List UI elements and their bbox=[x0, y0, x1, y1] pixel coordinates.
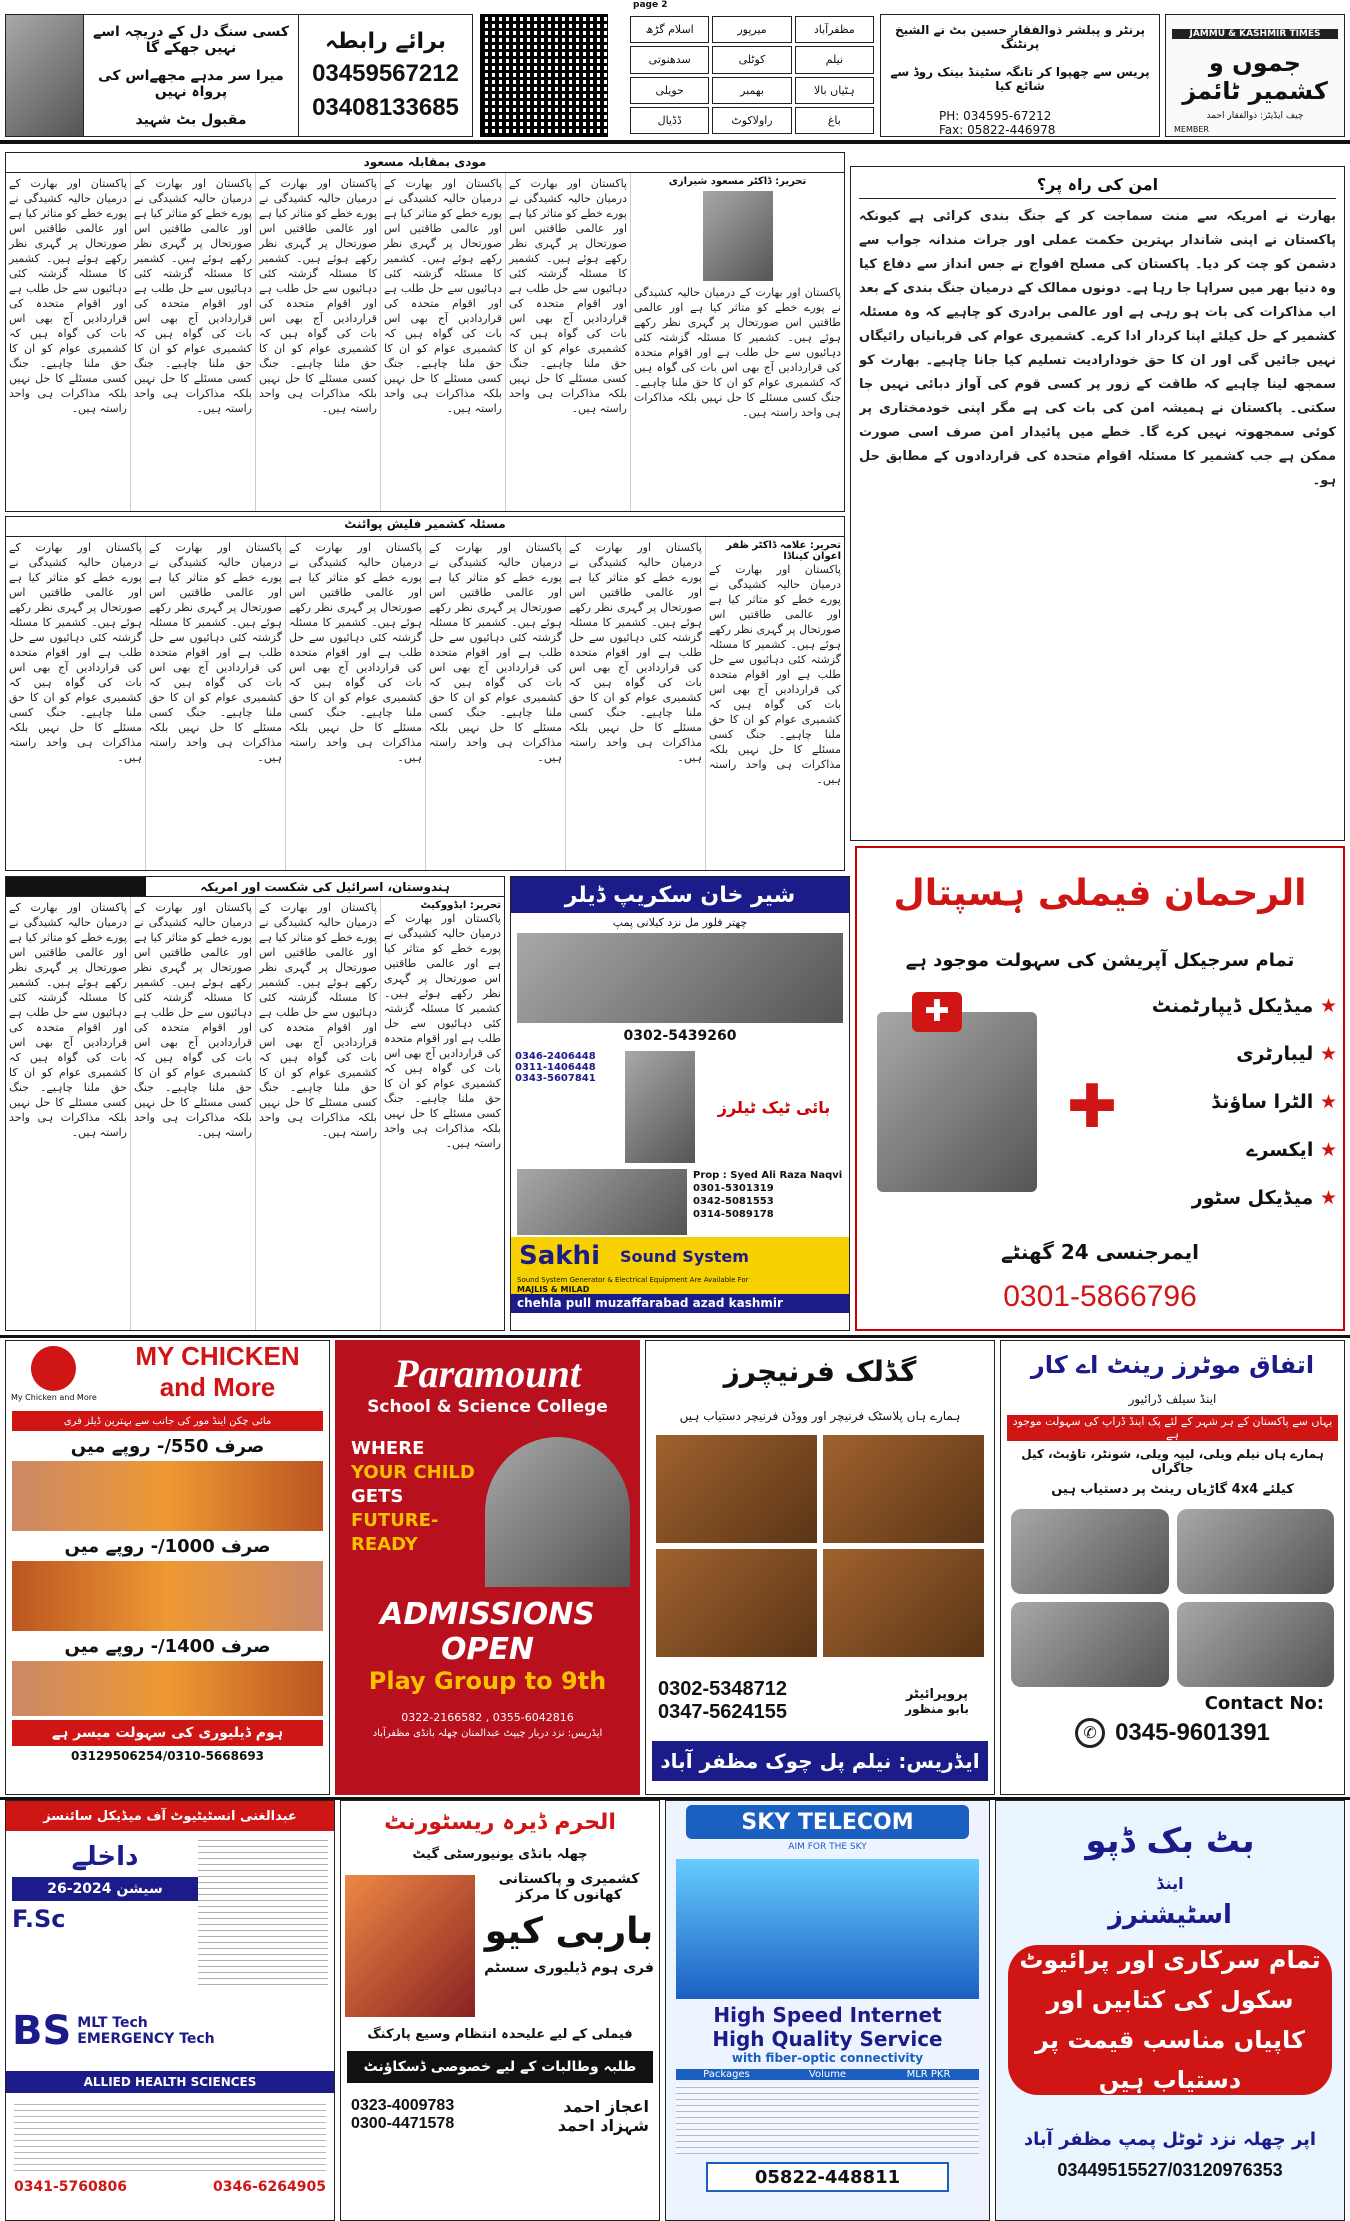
article-title: مودی بمقابلہ مسعود bbox=[363, 155, 487, 169]
ad-book-depot bbox=[995, 1800, 1345, 2221]
restaurant-family: فیملی کے لیے علیحدہ انتظام وسیع پارکنگ bbox=[367, 2026, 633, 2042]
article-column: پاکستان اور بھارت کے درمیان حالیہ کشیدگی نے پورے خطے کو متاثر کیا ہے اور عالمی طاقتیں اس صورتحال پر گہری نظر رکھے ہوئے ہیں۔ کشمیر کا مسئلہ گزشتہ کئی دہائیوں سے حل طلب ہے اور اقوام متحدہ کی قراردادیں آج بھی اس بات کی گواہ ہیں کہ کشمیری عوام کو ان کا حق ملنا چاہیے۔ جنگ کسی مسئلے کا حل نہیں بلکہ مذاکرات ہی واحد راستہ ہیں۔ bbox=[709, 563, 841, 786]
paramount-where: WHERE bbox=[351, 1438, 425, 1459]
article-1 bbox=[5, 152, 845, 512]
sky-title: SKY TELECOM bbox=[686, 1805, 969, 1839]
sky-line2: High Quality Service bbox=[712, 2027, 943, 2051]
article-column: پاکستان اور بھارت کے درمیان حالیہ کشیدگی نے پورے خطے کو متاثر کیا ہے اور عالمی طاقتیں اس صورتحال پر گہری نظر رکھے ہوئے ہیں۔ کشمیر کا مسئلہ گزشتہ کئی دہائیوں سے حل طلب ہے اور اقوام متحدہ کی قراردادیں آج بھی اس بات کی گواہ ہیں کہ کشمیری عوام کو ان کا حق ملنا چاہیے۔ جنگ کسی مسئلے کا حل نہیں بلکہ مذاکرات ہی واحد راستہ ہیں۔ bbox=[566, 537, 706, 870]
chicken-logo-icon bbox=[31, 1346, 76, 1391]
chicken-delivery: ہوم ڈیلیوری کی سہولت میسر ہے bbox=[12, 1720, 323, 1746]
editorial-box bbox=[850, 166, 1345, 841]
ad-medical-institute bbox=[5, 1800, 335, 2221]
restaurant-phone: 0323-4009783 bbox=[351, 2097, 455, 2114]
editorial-body: بھارت نے امریکہ سے منت سماجت کر کے جنگ بندی کرائی ہے کیونکہ پاکستان نے اپنی شاندار بہترین حکمت عملی اور جرات مندانہ جواب سے دشمن کو چت کر دیا۔ پاکستان کی مسلح افواج نے جس انداز سے دفاع کیا وہ دنیا بھر میں سراہا جا رہا ہے۔ دونوں ممالک کے درمیان جنگ بندی کے بعد اب مذاکرات کی بات ہو رہی ہے اور عالمی برادری کو چاہیے کہ وہ مسئلہ کشمیر کے حل کیلئے اپنا کردار ادا کرے۔ کشمیری عوام کی قربانیاں رائیگاں نہیں جائیں گی اور ان کا حق خودارادیت تسلیم کیا جانا چاہیے۔ بھارت کو سمجھ لینا چاہیے کہ طاقت کے زور پر کسی قوم کی آواز دبائی نہیں جا سکتی۔ پاکستان نے ہمیشہ امن کی بات کی ہے مگر اپنی خودمختاری پر کوئی سمجھوتہ نہیں کرے گا۔ خطے میں پائیدار امن صرف اسی صورت ممکن ہے جب کشمیر کا مسئلہ اقوام متحدہ کی قراردادوں کے مطابق حل ہو۔ bbox=[859, 209, 1336, 488]
restaurant-bbq: باربی کیو bbox=[484, 1911, 654, 1952]
article-column: پاکستان اور بھارت کے درمیان حالیہ کشیدگی نے پورے خطے کو متاثر کیا ہے اور عالمی طاقتیں اس صورتحال پر گہری نظر رکھے ہوئے ہیں۔ کشمیر کا مسئلہ گزشتہ کئی دہائیوں سے حل طلب ہے اور اقوام متحدہ کی قراردادیں آج بھی اس بات کی گواہ ہیں کہ کشمیری عوام کو ان کا حق ملنا چاہیے۔ جنگ کسی مسئلے کا حل نہیں بلکہ مذاکرات ہی واحد راستہ ہیں۔ bbox=[6, 897, 131, 1330]
furniture-photo bbox=[656, 1549, 817, 1657]
rentacar-phone: 0345-9601391 bbox=[1115, 1719, 1270, 1746]
sky-table-header: Volume bbox=[808, 2069, 847, 2080]
medical-admission: داخلے bbox=[71, 1842, 139, 1872]
qr-code bbox=[480, 14, 608, 137]
ad-scrap-dealer bbox=[510, 876, 850, 1331]
city-cell: اسلام گڑھ bbox=[630, 16, 709, 43]
restaurant-phone: 0300-4471578 bbox=[351, 2115, 455, 2132]
article-column: پاکستان اور بھارت کے درمیان حالیہ کشیدگی نے پورے خطے کو متاثر کیا ہے اور عالمی طاقتیں اس صورتحال پر گہری نظر رکھے ہوئے ہیں۔ کشمیر کا مسئلہ گزشتہ کئی دہائیوں سے حل طلب ہے اور اقوام متحدہ کی قراردادیں آج بھی اس بات کی گواہ ہیں کہ کشمیری عوام کو ان کا حق ملنا چاہیے۔ جنگ کسی مسئلے کا حل نہیں بلکہ مذاکرات ہی واحد راستہ ہیں۔ bbox=[634, 286, 841, 419]
masthead-tagline: چیف ایڈیٹر: ذوالفقار احمد bbox=[1206, 111, 1304, 121]
furniture-photo bbox=[823, 1549, 984, 1657]
car-photo bbox=[1177, 1509, 1335, 1594]
sky-line3: with fiber-optic connectivity bbox=[731, 2051, 924, 2065]
car-photo bbox=[1011, 1602, 1169, 1687]
city-cell: میرپور bbox=[712, 16, 791, 43]
book-sub2: اسٹیشنرز bbox=[1108, 1900, 1232, 1930]
hospital-service: ★ الٹرا ساؤنڈ bbox=[1211, 1091, 1337, 1113]
paramount-your: YOUR CHILD bbox=[351, 1462, 475, 1483]
hospital-phone: 0301-5866796 bbox=[1003, 1280, 1197, 1313]
chicken-tagline: مائی چکن اینڈ مور کی جانب سے بہترین ڈیلز فری bbox=[12, 1411, 323, 1431]
book-address: اپر چھلہ نزد ٹوٹل پمپ مظفر آباد bbox=[1023, 2128, 1317, 2150]
medical-bs: BS bbox=[12, 2008, 72, 2054]
page-label: page 2 bbox=[633, 0, 668, 10]
masthead bbox=[1165, 14, 1345, 137]
contact-phone-2: 03408133685 bbox=[312, 94, 459, 121]
city-cell: راولاکوٹ bbox=[712, 107, 791, 134]
ad-sky-telecom bbox=[665, 1800, 990, 2221]
article-2 bbox=[5, 516, 845, 871]
book-phones: 03449515527/03120976353 bbox=[1057, 2159, 1283, 2180]
sound-equipment-photo bbox=[517, 1169, 687, 1235]
header-rule bbox=[0, 140, 1350, 144]
book-title: بٹ بک ڈپو bbox=[1085, 1821, 1255, 1861]
hospital-service: ★ لیبارٹری bbox=[1236, 1043, 1337, 1065]
furniture-owner: بابو منظور bbox=[905, 1701, 969, 1716]
paramount-address: ایڈریس: نزد دربار چیپٹ عبدالمنان چھلہ بانڈی مظفرآباد bbox=[372, 1728, 603, 1739]
chicken-deal: صرف 1000/- روپے میں bbox=[64, 1535, 271, 1557]
hospital-emergency: ایمرجنسی 24 گھنٹے bbox=[1000, 1240, 1200, 1264]
article-column: پاکستان اور بھارت کے درمیان حالیہ کشیدگی نے پورے خطے کو متاثر کیا ہے اور عالمی طاقتیں اس صورتحال پر گہری نظر رکھے ہوئے ہیں۔ کشمیر کا مسئلہ گزشتہ کئی دہائیوں سے حل طلب ہے اور اقوام متحدہ کی قراردادیں آج بھی اس بات کی گواہ ہیں کہ کشمیری عوام کو ان کا حق ملنا چاہیے۔ جنگ کسی مسئلے کا حل نہیں بلکہ مذاکرات ہی واحد راستہ ہیں۔ bbox=[256, 897, 381, 1330]
city-cell: مظفرآباد bbox=[795, 16, 874, 43]
medical-cross-icon: ✚ bbox=[912, 992, 962, 1032]
tailor-phone: 0346-2406448 bbox=[515, 1051, 596, 1062]
book-sub: اینڈ bbox=[1156, 1873, 1184, 1893]
sky-table-header: MLR PKR bbox=[906, 2069, 951, 2080]
article-column: پاکستان اور بھارت کے درمیان حالیہ کشیدگی نے پورے خطے کو متاثر کیا ہے اور عالمی طاقتیں اس صورتحال پر گہری نظر رکھے ہوئے ہیں۔ کشمیر کا مسئلہ گزشتہ کئی دہائیوں سے حل طلب ہے اور اقوام متحدہ کی قراردادیں آج بھی اس بات کی گواہ ہیں کہ کشمیری عوام کو ان کا حق ملنا چاہیے۔ جنگ کسی مسئلے کا حل نہیں بلکہ مذاکرات ہی واحد راستہ ہیں۔ bbox=[146, 537, 286, 870]
chicken-deal: صرف 550/- روپے میں bbox=[70, 1435, 265, 1457]
sky-phone: 05822-448811 bbox=[706, 2162, 949, 2192]
medical-mlt: MLT Tech bbox=[77, 2015, 148, 2031]
restaurant-home: فری ہوم ڈیلیوری سسٹم bbox=[484, 1960, 654, 1976]
city-cell: ڈڈیال bbox=[630, 107, 709, 134]
article-column: پاکستان اور بھارت کے درمیان حالیہ کشیدگی نے پورے خطے کو متاثر کیا ہے اور عالمی طاقتیں اس صورتحال پر گہری نظر رکھے ہوئے ہیں۔ کشمیر کا مسئلہ گزشتہ کئی دہائیوں سے حل طلب ہے اور اقوام متحدہ کی قراردادیں آج بھی اس بات کی گواہ ہیں کہ کشمیری عوام کو ان کا حق ملنا چاہیے۔ جنگ کسی مسئلے کا حل نہیں بلکہ مذاکرات ہی واحد راستہ ہیں۔ bbox=[426, 537, 566, 870]
sky-line1: High Speed Internet bbox=[713, 2003, 942, 2027]
sakhi-phone: 0314-5089178 bbox=[693, 1209, 774, 1220]
sakhi-prop: Prop : Syed Ali Raza Naqvi bbox=[693, 1170, 843, 1181]
sakhi-sub2: MAJLIS & MILAD bbox=[511, 1285, 849, 1294]
tailor-name: بائی ٹیک ٹیلرز bbox=[717, 1097, 831, 1117]
sakhi-sound: Sound System bbox=[619, 1246, 749, 1266]
tailor-photo bbox=[625, 1051, 695, 1163]
article-column: پاکستان اور بھارت کے درمیان حالیہ کشیدگی نے پورے خطے کو متاثر کیا ہے اور عالمی طاقتیں اس صورتحال پر گہری نظر رکھے ہوئے ہیں۔ کشمیر کا مسئلہ گزشتہ کئی دہائیوں سے حل طلب ہے اور اقوام متحدہ کی قراردادیں آج بھی اس بات کی گواہ ہیں کہ کشمیری عوام کو ان کا حق ملنا چاہیے۔ جنگ کسی مسئلے کا حل نہیں بلکہ مذاکرات ہی واحد راستہ ہیں۔ bbox=[131, 897, 256, 1330]
chicken-title-2: and More bbox=[159, 1372, 276, 1402]
rentacar-title: اتفاق موٹرز رینٹ اے کار bbox=[1030, 1351, 1315, 1379]
publisher-fax: Fax: 05822-446978 bbox=[939, 123, 1056, 137]
contact-phone-1: 03459567212 bbox=[312, 60, 459, 87]
restaurant-center: کشمیری و پاکستانی کھانوں کا مرکز bbox=[498, 1871, 640, 1903]
restaurant-discount: طلبہ وطالبات کے لیے خصوصی ڈسکاؤنٹ bbox=[347, 2051, 653, 2083]
publisher-phone: PH: 034595-67212 bbox=[939, 109, 1052, 123]
car-photo bbox=[1011, 1509, 1169, 1594]
tailor-phone: 0311-1406448 bbox=[515, 1062, 596, 1073]
city-cell: ہٹیاں بالا bbox=[795, 77, 874, 104]
article-column: پاکستان اور بھارت کے درمیان حالیہ کشیدگی نے پورے خطے کو متاثر کیا ہے اور عالمی طاقتیں اس صورتحال پر گہری نظر رکھے ہوئے ہیں۔ کشمیر کا مسئلہ گزشتہ کئی دہائیوں سے حل طلب ہے اور اقوام متحدہ کی قراردادیں آج بھی اس بات کی گواہ ہیں کہ کشمیری عوام کو ان کا حق ملنا چاہیے۔ جنگ کسی مسئلے کا حل نہیں بلکہ مذاکرات ہی واحد راستہ ہیں۔ bbox=[506, 173, 631, 511]
person-name: مقبول بٹ شہید bbox=[135, 111, 247, 128]
whatsapp-icon: ✆ bbox=[1075, 1718, 1105, 1748]
article-title: مسئلہ کشمیر فلیش پوائنٹ bbox=[344, 517, 506, 531]
medical-phone: 0341-5760806 bbox=[14, 2179, 127, 2195]
city-cell: سدھنوتی bbox=[630, 46, 709, 73]
article-column: پاکستان اور بھارت کے درمیان حالیہ کشیدگی نے پورے خطے کو متاثر کیا ہے اور عالمی طاقتیں اس صورتحال پر گہری نظر رکھے ہوئے ہیں۔ کشمیر کا مسئلہ گزشتہ کئی دہائیوں سے حل طلب ہے اور اقوام متحدہ کی قراردادیں آج بھی اس بات کی گواہ ہیں کہ کشمیری عوام کو ان کا حق ملنا چاہیے۔ جنگ کسی مسئلے کا حل نہیں بلکہ مذاکرات ہی واحد راستہ ہیں۔ bbox=[6, 537, 146, 870]
ad-my-chicken bbox=[5, 1340, 330, 1795]
sakhi-phone: 0342-5081553 bbox=[693, 1196, 774, 1207]
rentacar-contact: Contact No: bbox=[1204, 1693, 1324, 1714]
article-title: ہندوستان، اسرائیل کی شکست اور امریکہ bbox=[200, 879, 450, 894]
furniture-phone: 0347-5624155 bbox=[658, 1701, 788, 1723]
furniture-title: گڈلک فرنیچرز bbox=[723, 1354, 917, 1388]
medical-phone: 0346-6264905 bbox=[213, 2179, 326, 2195]
ad-paramount bbox=[335, 1340, 640, 1795]
sakhi-footer: chehla pull muzaffarabad azad kashmir bbox=[511, 1294, 849, 1313]
skydiver-photo bbox=[676, 1859, 979, 1999]
ad-title: شیر خان سکریپ ڈیلر bbox=[511, 877, 849, 913]
rentacar-line2: ہمارے ہاں نیلم ویلی، لیپہ ویلی، شونٹر، تاؤبٹ، کیل جاگراں bbox=[1021, 1447, 1324, 1475]
article-3 bbox=[5, 876, 505, 1331]
publisher-box bbox=[880, 14, 1160, 137]
publisher-line2: پریس سے چھپوا کر تانگہ سٹینڈ بینک روڈ سے شائع کیا bbox=[890, 65, 1150, 93]
medical-allied: ALLIED HEALTH SCIENCES bbox=[6, 2071, 334, 2093]
restaurant-sub: چھلہ بانڈی یونیورسٹی گیٹ bbox=[412, 1846, 588, 1862]
section-rule bbox=[0, 1335, 1350, 1338]
medical-fsc: F.Sc bbox=[12, 1905, 66, 1933]
article-column: پاکستان اور بھارت کے درمیان حالیہ کشیدگی نے پورے خطے کو متاثر کیا ہے اور عالمی طاقتیں اس صورتحال پر گہری نظر رکھے ہوئے ہیں۔ کشمیر کا مسئلہ گزشتہ کئی دہائیوں سے حل طلب ہے اور اقوام متحدہ کی قراردادیں آج بھی اس بات کی گواہ ہیں کہ کشمیری عوام کو ان کا حق ملنا چاہیے۔ جنگ کسی مسئلے کا حل نہیں بلکہ مذاکرات ہی واحد راستہ ہیں۔ bbox=[256, 173, 381, 511]
furniture-address: ایڈریس: نیلم پل چوک مظفر آباد bbox=[652, 1741, 988, 1781]
paramount-admissions: ADMISSIONS OPEN bbox=[380, 1597, 595, 1667]
furniture-sub: ہمارے ہاں پلاسٹک فرنیچر اور ووڈن فرنیچر دستیاب ہیں bbox=[679, 1409, 961, 1423]
paramount-sub: School & Science College bbox=[367, 1397, 608, 1417]
restaurant-owner: اعجاز احمد bbox=[563, 2097, 649, 2116]
article-column: پاکستان اور بھارت کے درمیان حالیہ کشیدگی نے پورے خطے کو متاثر کیا ہے اور عالمی طاقتیں اس صورتحال پر گہری نظر رکھے ہوئے ہیں۔ کشمیر کا مسئلہ گزشتہ کئی دہائیوں سے حل طلب ہے اور اقوام متحدہ کی قراردادیں آج بھی اس بات کی گواہ ہیں کہ کشمیری عوام کو ان کا حق ملنا چاہیے۔ جنگ کسی مسئلے کا حل نہیں بلکہ مذاکرات ہی واحد راستہ ہیں۔ bbox=[6, 173, 131, 511]
poem-line2: میرا سر مدہے مجھےاس کی پرواہ نہیں bbox=[98, 67, 284, 100]
chicken-title-1: MY CHICKEN bbox=[135, 1341, 300, 1371]
sky-packages-table bbox=[676, 2084, 979, 2154]
sakhi-phone: 0301-5301319 bbox=[693, 1183, 774, 1194]
tailor-phone: 0343-5607841 bbox=[515, 1073, 596, 1084]
article-byline: تحریر: ایڈووکیٹ bbox=[420, 900, 501, 911]
article-column: پاکستان اور بھارت کے درمیان حالیہ کشیدگی نے پورے خطے کو متاثر کیا ہے اور عالمی طاقتیں اس صورتحال پر گہری نظر رکھے ہوئے ہیں۔ کشمیر کا مسئلہ گزشتہ کئی دہائیوں سے حل طلب ہے اور اقوام متحدہ کی قراردادیں آج بھی اس بات کی گواہ ہیں کہ کشمیری عوام کو ان کا حق ملنا چاہیے۔ جنگ کسی مسئلے کا حل نہیں بلکہ مذاکرات ہی واحد راستہ ہیں۔ bbox=[381, 173, 506, 511]
chicken-brand: My Chicken and More bbox=[11, 1393, 97, 1402]
food-photo bbox=[12, 1661, 323, 1716]
masthead-en: JAMMU & KASHMIR TIMES bbox=[1172, 29, 1338, 39]
paramount-title: Paramount bbox=[394, 1351, 581, 1396]
red-cross-icon: ✚ bbox=[1066, 1072, 1118, 1142]
hospital-title: الرحمان فیملی ہسپتال bbox=[893, 872, 1307, 914]
medical-emergency: EMERGENCY Tech bbox=[77, 2031, 215, 2047]
article-column: پاکستان اور بھارت کے درمیان حالیہ کشیدگی نے پورے خطے کو متاثر کیا ہے اور عالمی طاقتیں اس صورتحال پر گہری نظر رکھے ہوئے ہیں۔ کشمیر کا مسئلہ گزشتہ کئی دہائیوں سے حل طلب ہے اور اقوام متحدہ کی قراردادیں آج بھی اس بات کی گواہ ہیں کہ کشمیری عوام کو ان کا حق ملنا چاہیے۔ جنگ کسی مسئلے کا حل نہیں بلکہ مذاکرات ہی واحد راستہ ہیں۔ bbox=[131, 173, 256, 511]
sakhi-title: Sakhi bbox=[519, 1241, 600, 1271]
chicken-deal: صرف 1400/- روپے میں bbox=[64, 1635, 271, 1657]
city-cell: باغ bbox=[795, 107, 874, 134]
sky-slogan: AIM FOR THE SKY bbox=[788, 1842, 867, 1852]
paramount-play: Play Group to 9th bbox=[368, 1667, 607, 1695]
furniture-prop: پروپرائیٹر bbox=[905, 1686, 969, 1702]
course-list bbox=[198, 1837, 328, 1985]
rentacar-line3: کیلئے 4x4 گاڑیاں رینٹ پر دستیاب ہیں bbox=[1051, 1481, 1294, 1497]
editorial-title: امن کی راہ پر؟ bbox=[859, 175, 1336, 199]
article-column: پاکستان اور بھارت کے درمیان حالیہ کشیدگی نے پورے خطے کو متاثر کیا ہے اور عالمی طاقتیں اس صورتحال پر گہری نظر رکھے ہوئے ہیں۔ کشمیر کا مسئلہ گزشتہ کئی دہائیوں سے حل طلب ہے اور اقوام متحدہ کی قراردادیں آج بھی اس بات کی گواہ ہیں کہ کشمیری عوام کو ان کا حق ملنا چاہیے۔ جنگ کسی مسئلے کا حل نہیں بلکہ مذاکرات ہی واحد راستہ ہیں۔ bbox=[286, 537, 426, 870]
publisher-line1: پرنٹر و پبلشر ذوالفقار حسین بٹ نے الشیخ پرنٹنگ bbox=[894, 23, 1146, 51]
scrap-photo bbox=[517, 933, 843, 1023]
author-photo bbox=[703, 191, 773, 281]
hospital-service: ★ میڈیکل ڈیپارٹمنٹ bbox=[1151, 995, 1337, 1017]
paramount-ready: FUTURE-READY bbox=[351, 1510, 439, 1555]
ad-furniture bbox=[645, 1340, 995, 1795]
city-cell: حویلی bbox=[630, 77, 709, 104]
furniture-phone: 0302-5348712 bbox=[658, 1678, 788, 1700]
city-grid bbox=[630, 16, 874, 134]
children-photo bbox=[485, 1437, 630, 1587]
doctors-photo bbox=[877, 1012, 1037, 1192]
ad-subtitle: چھتر فلور مل نزد کیلانی پمپ bbox=[612, 915, 748, 929]
poem-line1: کسی سنگ دل کے دریچہ اسے نہیں جھکے گا bbox=[93, 23, 289, 56]
medical-session: سیشن 2024-26 bbox=[12, 1877, 198, 1901]
article-byline: تحریر: علامہ ڈاکٹر ظفر اعوان کیناڈا bbox=[726, 540, 841, 562]
food-photo bbox=[12, 1461, 323, 1531]
ad-restaurant bbox=[340, 1800, 660, 2221]
masthead-title: جموں و کشمیر ٹائمز bbox=[1182, 49, 1328, 105]
ad-rent-a-car bbox=[1000, 1340, 1345, 1795]
car-photo bbox=[1177, 1602, 1335, 1687]
medical-title: عبدالغنی انسٹیٹیوٹ آف میڈیکل سائنسز bbox=[6, 1801, 334, 1831]
city-cell: کوٹلی bbox=[712, 46, 791, 73]
ad-phone: 0302-5439260 bbox=[623, 1028, 737, 1044]
portrait-photo bbox=[6, 15, 84, 136]
ad-hospital bbox=[855, 846, 1345, 1331]
sakhi-sub: Sound System Generator & Electrical Equipment Are Available For bbox=[511, 1275, 849, 1285]
hospital-service: ★ میڈیکل سٹور bbox=[1191, 1187, 1337, 1209]
bbq-photo bbox=[345, 1875, 475, 2017]
contact-box bbox=[5, 14, 473, 137]
city-cell: بھمبر bbox=[712, 77, 791, 104]
furniture-photo bbox=[656, 1435, 817, 1543]
restaurant-owner: شہزاد احمد bbox=[557, 2116, 649, 2135]
medical-address bbox=[14, 2101, 326, 2171]
city-cell: نیلم bbox=[795, 46, 874, 73]
contact-title: برائے رابطہ bbox=[324, 29, 447, 54]
sky-table-header: Packages bbox=[703, 2069, 750, 2080]
chicken-phones: 03129506254/0310-5668693 bbox=[70, 1749, 265, 1763]
rentacar-line1: یہاں سے پاکستان کے ہر شہر کے لئے پک اینڈ ڈراپ کی سہولت موجود ہے bbox=[1007, 1415, 1338, 1441]
hospital-subtitle: تمام سرجیکل آپریشن کی سہولت موجود ہے bbox=[905, 949, 1295, 971]
restaurant-title: الحرم ڈیرہ ریسٹورنٹ bbox=[384, 1809, 616, 1835]
paramount-gets: GETS bbox=[351, 1486, 404, 1507]
hospital-service: ★ ایکسرے bbox=[1246, 1139, 1337, 1161]
article-byline: تحریر: ڈاکٹر مسعود شیرازی bbox=[668, 176, 807, 187]
book-body: تمام سرکاری اور پرائیوٹ سکول کی کتابیں اور کاپیاں مناسب قیمت پر دستیاب ہیں bbox=[1008, 1945, 1332, 2095]
food-photo bbox=[12, 1561, 323, 1631]
furniture-photo bbox=[823, 1435, 984, 1543]
article-column: پاکستان اور بھارت کے درمیان حالیہ کشیدگی نے پورے خطے کو متاثر کیا ہے اور عالمی طاقتیں اس صورتحال پر گہری نظر رکھے ہوئے ہیں۔ کشمیر کا مسئلہ گزشتہ کئی دہائیوں سے حل طلب ہے اور اقوام متحدہ کی قراردادیں آج بھی اس بات کی گواہ ہیں کہ کشمیری عوام کو ان کا حق ملنا چاہیے۔ جنگ کسی مسئلے کا حل نہیں بلکہ مذاکرات ہی واحد راستہ ہیں۔ bbox=[384, 912, 501, 1150]
masthead-member: MEMBER bbox=[1174, 125, 1209, 134]
paramount-phones: 0322-2166582 , 0355-6042816 bbox=[401, 1711, 574, 1724]
rentacar-sub: اینڈ سیلف ڈرائیور bbox=[1128, 1392, 1217, 1406]
